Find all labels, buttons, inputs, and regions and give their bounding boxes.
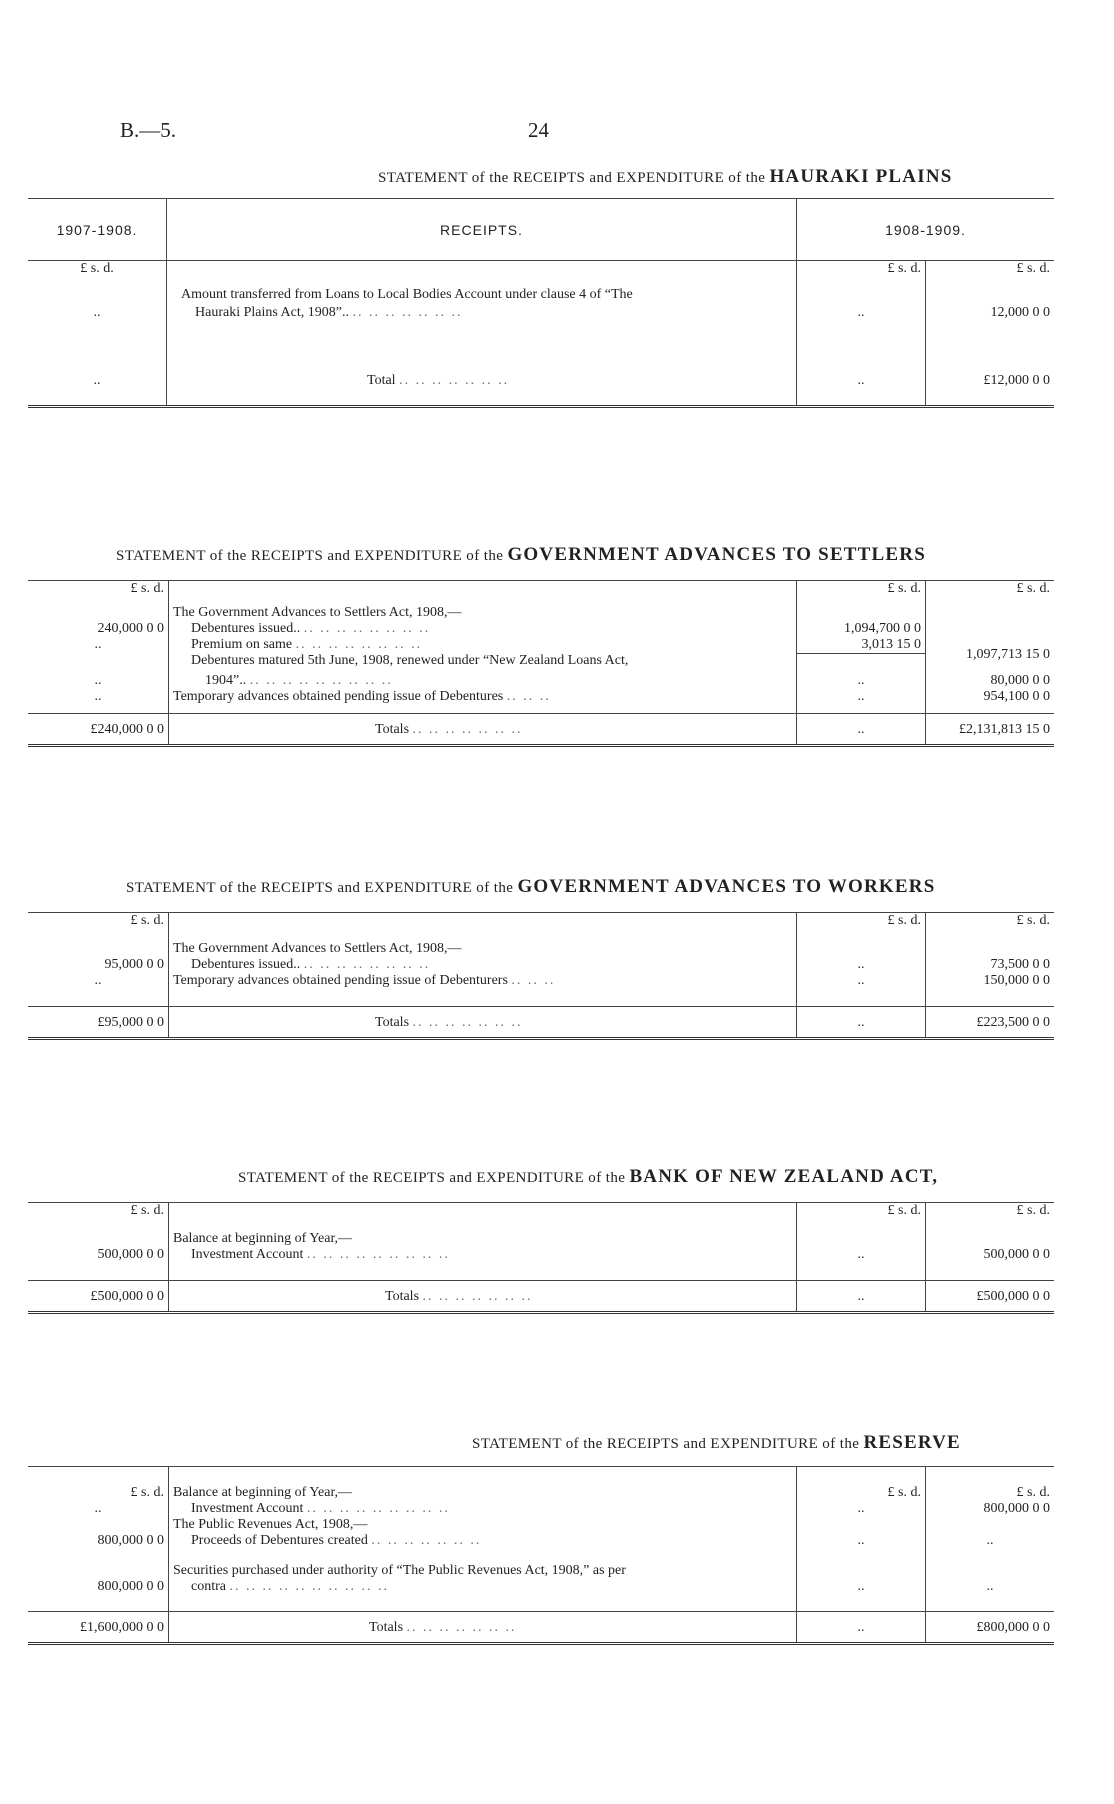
title-prefix: STATEMENT of the RECEIPTS and EXPENDITURE of the [472, 1436, 860, 1452]
table-settlers: £ s. d. £ s. d. £ s. d. The Government Advances to Settlers Act, 1908,— 240,000 0 0 Debentures issued.. .. .. .. .. .. .. .. .. 1,094,700 0 0 .. Premium on same .. .. .. .. .. .. .. .. 3,013 15 0 1,097,713 15 0 Debentures matured 5th June, 1908, renewed under “New Zealand Loans Act, .. 1904”.. .. .. .. .. .. .. .. .. .. .. 80,000 0 0 .. Temporary advances obtained pending issue of Debentures .. .. .. .. 954,100 0 0 £240,000 0 0 Totals .. .. .. .. .. .. .. .. £2,131,813 15 0 [28, 580, 1054, 747]
investment-left: .. [28, 1501, 169, 1517]
currency-mid: £ s. d. [797, 1203, 926, 1231]
temporary-left: .. [28, 973, 169, 1007]
investment-right: 500,000 0 0 [983, 1246, 1050, 1262]
title-prefix: STATEMENT of the RECEIPTS and EXPENDITURE of the [238, 1170, 626, 1186]
total-mid: .. [797, 1611, 926, 1643]
temporary-label: Temporary advances obtained pending issue of Debenturers [173, 972, 508, 988]
title-prefix: STATEMENT of the RECEIPTS and EXPENDITURE of the [126, 880, 514, 896]
investment-label: Investment Account [191, 1501, 304, 1516]
total-mid: .. [797, 1007, 926, 1039]
debentures-right: 73,500 0 0 [990, 956, 1050, 972]
temporary-left: .. [28, 689, 169, 713]
title-bold: GOVERNMENT ADVANCES TO SETTLERS [507, 544, 926, 565]
statement-title-workers [126, 876, 935, 898]
total-left: £500,000 0 0 [28, 1281, 169, 1313]
currency-right: £ s. d. [1016, 261, 1050, 276]
col-header-right: 1908-1909. [885, 221, 966, 238]
matured-line: Debentures matured 5th June, 1908, renewed under “New Zealand Loans Act, [169, 653, 797, 673]
title-bold: RESERVE [863, 1432, 961, 1453]
currency-left: £ s. d. [28, 1467, 169, 1502]
total-right: £223,500 0 0 [976, 1015, 1050, 1030]
proceeds-label: Proceeds of Debentures created [191, 1533, 368, 1548]
debentures-mid: 1,094,700 0 0 [797, 621, 926, 637]
act-heading: The Government Advances to Settlers Act, 1908,— [169, 941, 797, 957]
title-bold: BANK OF NEW ZEALAND ACT, [629, 1166, 939, 1187]
statement-title-bank [238, 1166, 938, 1188]
debentures-left: 240,000 0 0 [28, 621, 169, 637]
receipt-left-value: .. [28, 305, 167, 365]
total-left: £240,000 0 0 [28, 713, 169, 745]
table-hauraki: 1907-1908. RECEIPTS. 1908-1909. £ s. d. £ s. d. £ s. d. Amount transferred from Loans to Local Bodies Account under clause 4 of “The .. Hauraki Plains Act, 1908”.. .. .. .. .. .. .. .. .. 12,000 0 0 .. Total .. .. .. .. .. .. .. .. £12,000 0 0 [28, 198, 1054, 408]
total-mid: .. [797, 365, 926, 407]
currency-mid: £ s. d. [797, 581, 926, 605]
currency-left: £ s. d. [28, 581, 169, 605]
receipt-line: Amount transferred from Loans to Local Bodies Account under clause 4 of “The [167, 287, 797, 305]
securities-left: 800,000 0 0 [28, 1579, 169, 1611]
total-right: £500,000 0 0 [976, 1289, 1050, 1304]
currency-left: £ s. d. [28, 913, 169, 941]
currency-right: £ s. d. [1016, 1485, 1050, 1500]
total-right: £800,000 0 0 [976, 1619, 1050, 1635]
matured-left: .. [28, 673, 169, 689]
investment-left: 500,000 0 0 [28, 1247, 169, 1281]
temporary-right: 954,100 0 0 [983, 689, 1050, 704]
title-prefix: STATEMENT of the RECEIPTS and EXPENDITURE of the [378, 170, 766, 186]
title-prefix: STATEMENT of the RECEIPTS and EXPENDITURE of the [116, 548, 504, 564]
premium-mid: 3,013 15 0 [797, 637, 926, 654]
document-reference: B.—5. [120, 118, 177, 142]
statement-title-reserve [472, 1432, 961, 1454]
balance-heading: Balance at beginning of Year,— [169, 1467, 797, 1502]
securities-line-cont: contra [191, 1579, 226, 1594]
securities-line: Securities purchased under authority of “The Public Revenues Act, 1908,” as per [169, 1563, 797, 1579]
currency-mid: £ s. d. [797, 261, 926, 287]
matured-right: 80,000 0 0 [990, 673, 1050, 688]
act-heading: The Public Revenues Act, 1908,— [169, 1517, 797, 1533]
statement-title-settlers [116, 544, 926, 566]
total-mid: .. [797, 713, 926, 745]
currency-left: £ s. d. [28, 1203, 169, 1231]
table-workers: £ s. d. £ s. d. £ s. d. The Government Advances to Settlers Act, 1908,— 95,000 0 0 Debentures issued.. .. .. .. .. .. .. .. .. .. 73,500 0 0 .. Temporary advances obtained pending issue of Debenturers .. .. .. .. 150,000 0 0 £95,000 0 0 Totals .. .. .. .. .. .. .. .. £223,500 0 0 [28, 912, 1054, 1040]
table-bank: £ s. d. £ s. d. £ s. d. Balance at beginning of Year,— 500,000 0 0 Investment Account .. .. .. .. .. .. .. .. .. .. 500,000 0 0 £500,000 0 0 Totals .. .. .. .. .. .. .. .. £500,000 0 0 [28, 1202, 1054, 1314]
debentures-label: Debentures issued.. [191, 620, 301, 636]
total-right: £12,000 0 0 [983, 372, 1050, 388]
proceeds-right: .. [986, 1533, 994, 1548]
receipt-mid-value: .. [797, 305, 926, 365]
investment-mid: .. [797, 1247, 926, 1281]
title-bold: HAURAKI PLAINS [769, 166, 953, 187]
total-label: Totals [385, 1289, 420, 1304]
securities-right: .. [986, 1579, 994, 1594]
total-left: £1,600,000 0 0 [28, 1611, 169, 1643]
receipt-line-cont: Hauraki Plains Act, 1908”.. [195, 304, 349, 320]
act-heading: The Government Advances to Settlers Act, 1908,— [169, 605, 797, 621]
temporary-mid: .. [797, 973, 926, 1007]
receipt-right-value: 12,000 0 0 [990, 304, 1050, 320]
page-number: 24 [528, 118, 549, 142]
total-mid: .. [797, 1281, 926, 1313]
subtotal-right: 1,097,713 15 0 [966, 646, 1050, 662]
currency-right: £ s. d. [1016, 581, 1050, 596]
investment-label: Investment Account [191, 1246, 304, 1262]
premium-left: .. [28, 637, 169, 654]
matured-line-cont: 1904”.. [205, 673, 247, 688]
proceeds-mid: .. [797, 1533, 926, 1563]
currency-mid: £ s. d. [797, 913, 926, 941]
total-left: .. [28, 365, 167, 407]
total-label: Totals [369, 1619, 404, 1635]
title-bold: GOVERNMENT ADVANCES TO WORKERS [517, 876, 936, 897]
total-right: £2,131,813 15 0 [959, 721, 1050, 737]
col-header-mid: RECEIPTS. [167, 199, 797, 261]
currency-mid: £ s. d. [797, 1467, 926, 1502]
currency-right: £ s. d. [1016, 1203, 1050, 1218]
total-label: Totals [375, 721, 410, 737]
col-header-left: 1907-1908. [28, 199, 167, 261]
premium-label: Premium on same [191, 636, 293, 652]
debentures-left: 95,000 0 0 [28, 957, 169, 973]
table-reserve: £ s. d. Balance at beginning of Year,— £ s. d. £ s. d. .. Investment Account .. .. .. .. .. .. .. .. .. .. 800,000 0 0 The Public Revenues Act, 1908,— 800,000 0 0 Proceeds of Debentures created .. .. .. .. .. .. .. .. .. Securities purchased under authority of “The Public Revenues Act, 1908,” as per 800,000 0 0 contra .. .. .. .. .. .. .. .. .. .. .. .. £1,600,000 0 0 Totals .. .. .. .. .. .. .. .. £800,000 0 0 [28, 1466, 1054, 1645]
proceeds-left: 800,000 0 0 [28, 1533, 169, 1563]
investment-mid: .. [797, 1501, 926, 1517]
temporary-label: Temporary advances obtained pending issue of Debentures [173, 689, 504, 704]
debentures-mid: .. [797, 957, 926, 973]
temporary-mid: .. [797, 689, 926, 713]
statement-title-hauraki [378, 166, 953, 188]
currency-left: £ s. d. [28, 261, 167, 287]
investment-right: 800,000 0 0 [983, 1501, 1050, 1516]
matured-mid: .. [797, 673, 926, 689]
total-label: Totals [375, 1015, 410, 1030]
currency-right: £ s. d. [1016, 913, 1050, 928]
temporary-right: 150,000 0 0 [983, 972, 1050, 988]
total-label: Total [367, 372, 396, 388]
securities-mid: .. [797, 1579, 926, 1611]
total-left: £95,000 0 0 [28, 1007, 169, 1039]
balance-heading: Balance at beginning of Year,— [169, 1231, 797, 1247]
debentures-label: Debentures issued.. [191, 956, 301, 972]
